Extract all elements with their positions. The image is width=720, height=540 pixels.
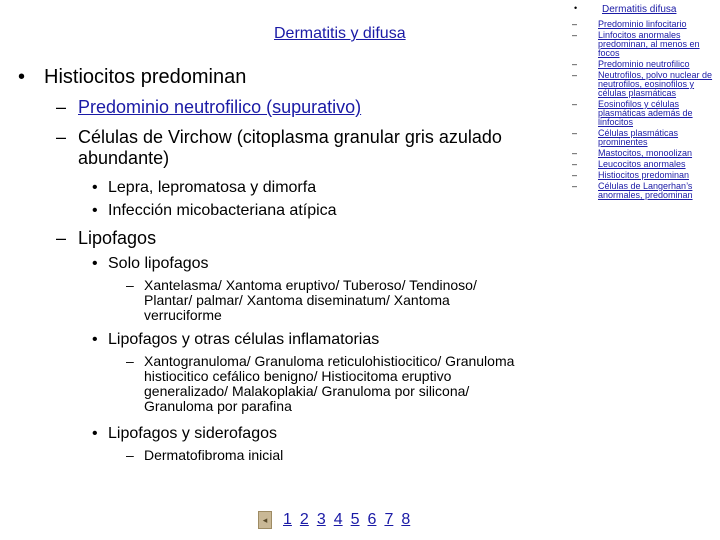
slide-thumbnail-icon[interactable]: ◂ [258, 511, 272, 529]
bullet-dot: • [574, 3, 578, 13]
bullet-dot: • [92, 202, 98, 219]
lipofagos-sidero-desc [126, 448, 526, 463]
bullet-dash: – [572, 128, 578, 138]
page-link-8[interactable]: 8 [401, 511, 411, 528]
lipofagos-otras [92, 330, 379, 349]
outline-item[interactable] [572, 171, 714, 180]
neutrofilico-link[interactable]: Predominio neutrofilico (supurativo) [78, 97, 362, 117]
page-link-1[interactable]: 1 [283, 511, 292, 528]
page-link-2[interactable]: 2 [299, 511, 309, 528]
sub-bullet-neutrofilico[interactable] [56, 97, 526, 118]
bullet-dash: – [572, 19, 578, 29]
solo-lipofagos-desc-text: Xantelasma/ Xantoma eruptivo/ Tuberoso/ Tendinoso/ Plantar/ palmar/ Xantoma diseminatum/ Xantoma verruciforme [144, 277, 477, 323]
outline-item-link[interactable]: Células plasmáticas prominentes [598, 128, 679, 147]
outline-item[interactable] [572, 60, 714, 69]
page-link-4[interactable]: 4 [333, 511, 343, 528]
slide-title-link[interactable]: Dermatitis y difusa [274, 25, 406, 42]
solo-lipofagos [92, 254, 209, 273]
bullet-dash: – [572, 181, 578, 191]
bullet-dash: – [56, 127, 67, 147]
bullet-dash: – [572, 159, 578, 169]
virchow-item-text: Infección micobacteriana atípica [108, 202, 337, 219]
virchow-item-text: Lepra, lepromatosa y dimorfa [108, 179, 317, 196]
bullet-dash: – [126, 277, 134, 293]
sub-bullet-lipofagos [56, 228, 526, 249]
bullet-dot: • [18, 66, 26, 88]
bullet-dash: – [56, 97, 67, 117]
outline-title-link[interactable]: Dermatitis difusa [602, 4, 677, 15]
lipofagos-sidero-text: Lipofagos y siderofagos [108, 425, 277, 442]
page-link-5[interactable]: 5 [350, 511, 360, 528]
page-link-3[interactable]: 3 [316, 511, 326, 528]
lipofagos-otras-desc-text: Xantogranuloma/ Granuloma reticulohistiocitico/ Granuloma histiocitico cefálico benigno/ Histiocitoma eruptivo generalizado/ Malakoplakia/ Granuloma por silicona/ Granuloma por parafina [144, 353, 515, 414]
outline-item[interactable] [572, 31, 714, 58]
bullet-dot: • [92, 255, 98, 272]
bullet-dash: – [572, 148, 578, 158]
lipofagos-sidero-desc-text: Dermatofibroma inicial [144, 447, 284, 463]
bullet-dot: • [92, 331, 98, 348]
outline-item[interactable] [572, 100, 714, 127]
bullet-dot: • [92, 425, 98, 442]
bullet-dash: – [572, 30, 578, 40]
page-link-7[interactable]: 7 [384, 511, 394, 528]
virchow-item [92, 178, 316, 197]
solo-lipofagos-desc [126, 278, 526, 323]
outline-item-link[interactable]: Predominio linfocitario [598, 19, 687, 29]
outline-item-link[interactable]: Células de Langerhan’s anormales, predominan [598, 181, 693, 200]
main-bullet-text: Histiocitos predominan [44, 66, 247, 88]
lipofagos-text: Lipofagos [78, 228, 157, 248]
outline-item-link[interactable]: Leucocitos anormales [598, 159, 686, 169]
bullet-dash: – [56, 228, 67, 248]
virchow-item [92, 201, 337, 220]
outline-item-link[interactable]: Histiocitos predominan [598, 170, 690, 180]
page-navigation [258, 510, 411, 530]
page-link-6[interactable]: 6 [367, 511, 377, 528]
outline-item[interactable] [572, 71, 714, 98]
bullet-dash: – [572, 70, 578, 80]
outline-item-link[interactable]: Mastocitos, monoolizan [598, 148, 693, 158]
lipofagos-sidero [92, 424, 277, 443]
outline-item[interactable] [572, 149, 714, 158]
bullet-dash: – [572, 99, 578, 109]
outline-header [572, 4, 714, 16]
bullet-dash: – [572, 170, 578, 180]
outline-panel [572, 4, 714, 202]
outline-item[interactable] [572, 160, 714, 169]
outline-item-link[interactable]: Neutrofilos, polvo nuclear de neutrofilos, eosinofilos y células plasmáticas [598, 70, 713, 98]
bullet-dash: – [126, 353, 134, 369]
outline-item-link[interactable]: Linfocitos anormales predominan, al menos en focos [598, 30, 700, 58]
sub-bullet-virchow [56, 127, 526, 169]
outline-item-link[interactable]: Eosinofilos y células plasmáticas además de linfocitos [598, 99, 693, 127]
bullet-dash: – [126, 447, 134, 463]
outline-item-link[interactable]: Predominio neutrofilico [598, 59, 690, 69]
outline-item[interactable] [572, 20, 714, 29]
virchow-text: Células de Virchow (citoplasma granular gris azulado abundante) [78, 127, 502, 168]
bullet-dash: – [572, 59, 578, 69]
bullet-dot: • [92, 179, 98, 196]
outline-item[interactable] [572, 129, 714, 147]
lipofagos-otras-text: Lipofagos y otras células inflamatorias [108, 331, 380, 348]
main-bullet [18, 66, 246, 88]
lipofagos-otras-desc [126, 354, 526, 414]
solo-lipofagos-text: Solo lipofagos [108, 255, 209, 272]
outline-item[interactable] [572, 182, 714, 200]
